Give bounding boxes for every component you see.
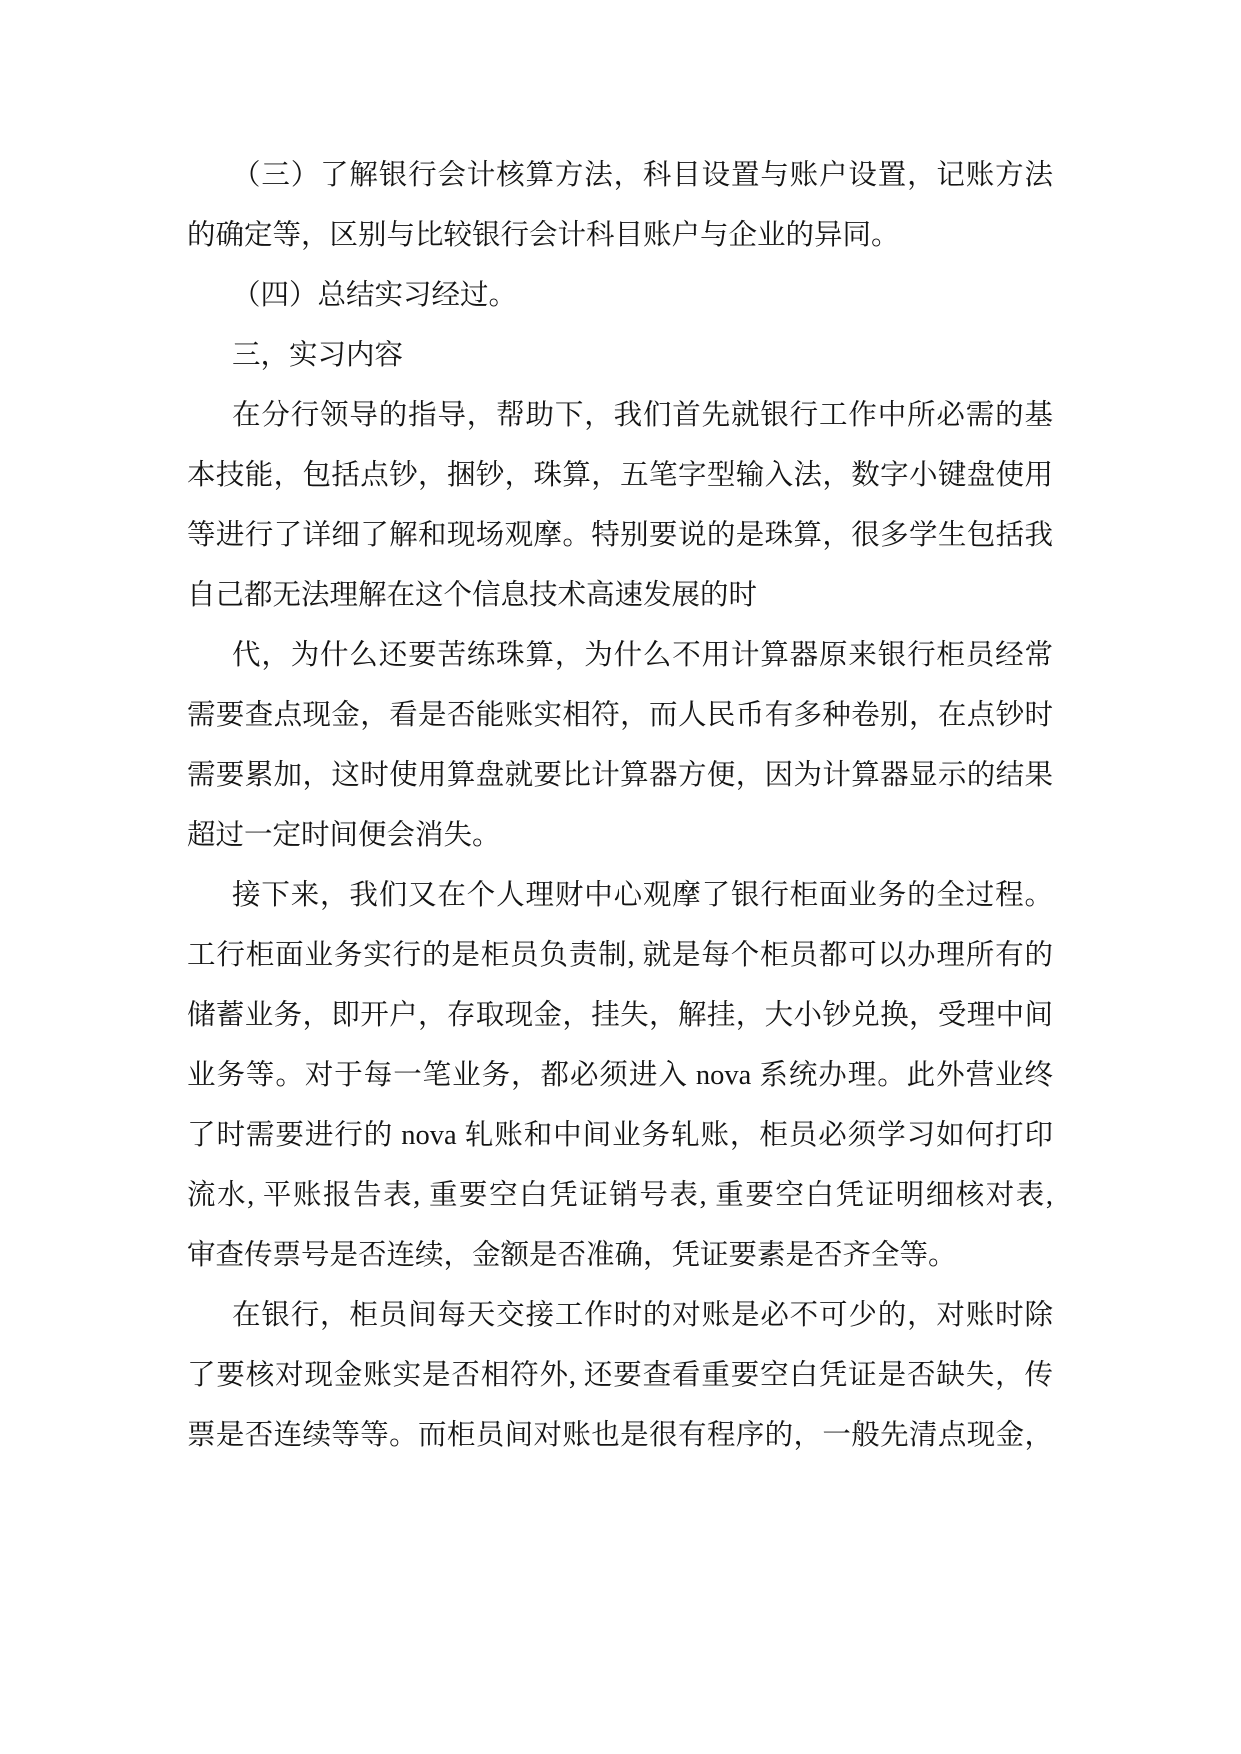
paragraph-line: 本技能，包括点钞，捆钞，珠算，五笔字型输入法，数字小键盘使用 [187, 460, 1053, 491]
paragraph-line: 代，为什么还要苦练珠算，为什么不用计算器原来银行柜员经常 [232, 640, 1053, 671]
paragraph-line: 在银行，柜员间每天交接工作时的对账是必不可少的，对账时除 [232, 1300, 1053, 1331]
paragraph-line: 需要累加，这时使用算盘就要比计算器方便，因为计算器显示的结果 [187, 760, 1053, 791]
paragraph-line: 了时需要进行的 nova 轧账和中间业务轧账，柜员必须学习如何打印 [187, 1120, 1053, 1151]
paragraph-line: 审查传票号是否连续，金额是否准确，凭证要素是否齐全等。 [187, 1240, 957, 1271]
paragraph-line: 的确定等，区别与比较银行会计科目账户与企业的异同。 [187, 220, 900, 251]
paragraph-line: 等进行了详细了解和现场观摩。特别要说的是珠算，很多学生包括我 [187, 520, 1053, 551]
paragraph-line: 超过一定时间便会消失。 [187, 820, 501, 851]
paragraph-line: 票是否连续等等。而柜员间对账也是很有程序的，一般先清点现金， [187, 1420, 1053, 1451]
paragraph-line: 业务等。对于每一笔业务，都必须进入 nova 系统办理。此外营业终 [187, 1060, 1053, 1091]
paragraph-line: 接下来，我们又在个人理财中心观摩了银行柜面业务的全过程。 [232, 880, 1053, 911]
paragraph-line: 工行柜面业务实行的是柜员负责制, 就是每个柜员都可以办理所有的 [187, 940, 1053, 971]
paragraph-line: 三，实习内容 [232, 340, 404, 371]
paragraph-line: 自己都无法理解在这个信息技术高速发展的时 [187, 580, 758, 611]
paragraph-line: 储蓄业务，即开户，存取现金，挂失，解挂，大小钞兑换，受理中间 [187, 1000, 1053, 1031]
paragraph-line: 了要核对现金账实是否相符外, 还要查看重要空白凭证是否缺失，传 [187, 1360, 1053, 1391]
paragraph-line: 流水, 平账报告表, 重要空白凭证销号表, 重要空白凭证明细核对表, [187, 1180, 1053, 1211]
text-block [187, 146, 1053, 1466]
paragraph-line: （三）了解银行会计核算方法，科目设置与账户设置，记账方法 [232, 160, 1053, 191]
paragraph-line: （四）总结实习经过。 [232, 280, 518, 311]
paragraph-line: 需要查点现金，看是否能账实相符，而人民币有多种卷别，在点钞时 [187, 700, 1053, 731]
paragraph-line: 在分行领导的指导，帮助下，我们首先就银行工作中所必需的基 [232, 400, 1053, 431]
